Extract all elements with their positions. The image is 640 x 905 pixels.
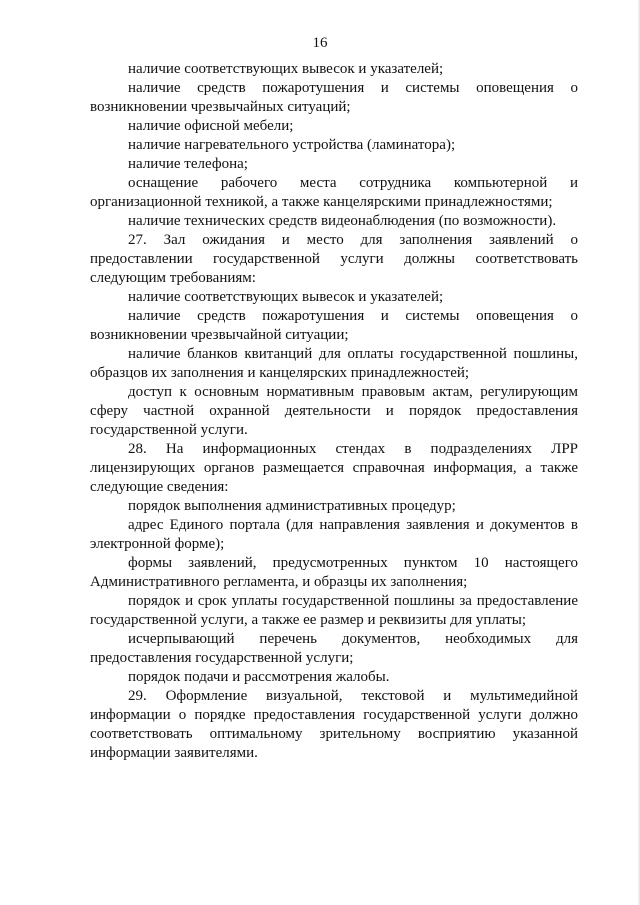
paragraph-video-surveillance: наличие технических средств видеонаблюдения (по возможности). [128,213,557,229]
paragraph-section-29: 29. Оформление визуальной, текстовой и мультимедийной информации о порядке предоставления государственной услуги должно соответствовать оптимальному зрительному восприятию указанной информации заявителями. [90,688,578,761]
paragraph-portal-address: адрес Единого портала (для направления заявления и документов в электронной форме); [90,517,578,552]
paragraph-fire-safety: наличие средств пожаротушения и системы оповещения о возникновении чрезвычайных ситуаций; [90,80,578,115]
paragraph-legal-acts-access: доступ к основным нормативным правовым актам, регулирующим сферу частной охранной деятельности и порядок предоставления государственной услуги. [90,384,578,438]
paragraph-admin-procedures: порядок выполнения административных процедур; [128,498,456,514]
paragraph-application-forms: формы заявлений, предусмотренных пунктом 10 настоящего Административного регламента, и образцы их заполнения; [90,555,578,590]
paragraph-document-list: исчерпывающий перечень документов, необходимых для предоставления государственной услуги; [90,631,578,666]
paragraph-section-28: 28. На информационных стендах в подразделениях ЛРР лицензирующих органов размещается справочная информация, а также следующие сведения: [90,441,578,495]
paragraph-signage-2: наличие соответствующих вывесок и указателей; [128,289,444,305]
page-number: 16 [312,35,328,51]
paragraph-section-27: 27. Зал ожидания и место для заполнения заявлений о предоставлении государственной услуги должны соответствовать следующим требованиям: [90,232,578,286]
regulation-text-body [90,60,578,763]
paragraph-fee-payment: порядок и срок уплаты государственной пошлины за предоставление государственной услуги, а также ее размер и реквизиты для уплаты; [90,593,578,628]
paragraph-fire-safety-2: наличие средств пожаротушения и системы оповещения о возникновении чрезвычайной ситуации; [90,308,578,343]
paragraph-signage: наличие соответствующих вывесок и указателей; [128,61,444,77]
paragraph-workplace-equipment: оснащение рабочего места сотрудника компьютерной и организационной техникой, а также канцелярскими принадлежностями; [90,175,578,210]
paragraph-telephone: наличие телефона; [128,156,248,172]
paragraph-office-furniture: наличие офисной мебели; [128,118,294,134]
paragraph-laminator: наличие нагревательного устройства (ламинатора); [128,137,456,153]
paragraph-forms-and-samples: наличие бланков квитанций для оплаты государственной пошлины, образцов их заполнения и канцелярских принадлежностей; [90,346,578,381]
paragraph-complaints: порядок подачи и рассмотрения жалобы. [128,669,390,685]
